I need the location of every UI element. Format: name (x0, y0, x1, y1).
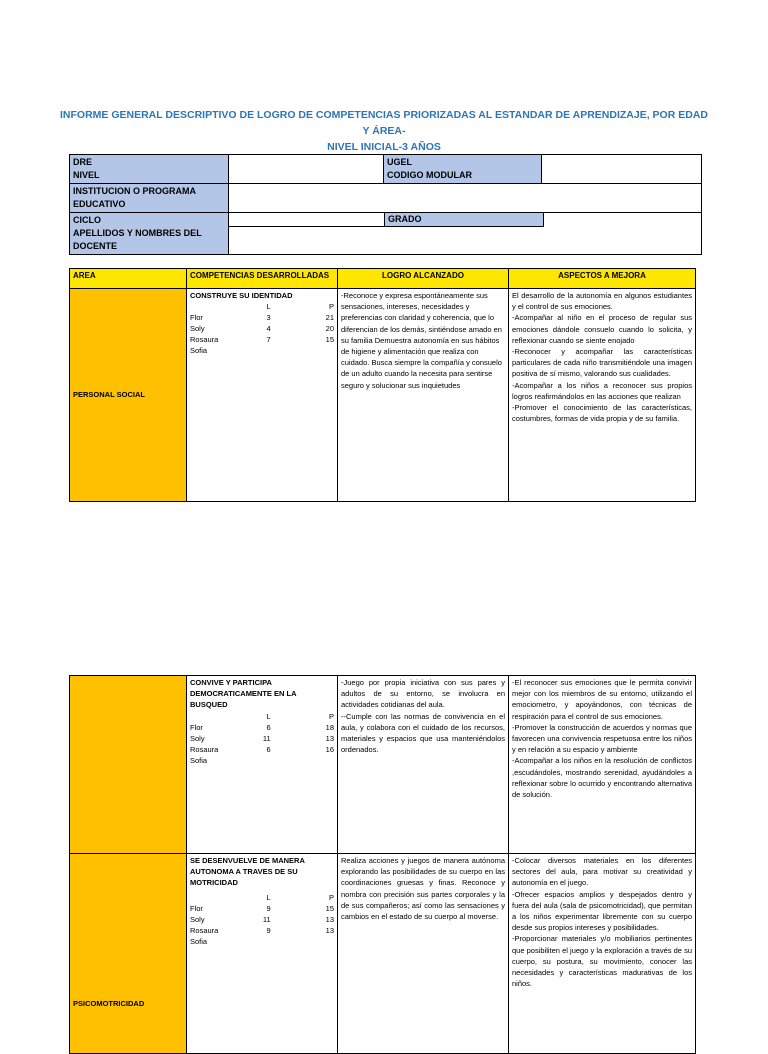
aspectos-cell (509, 676, 696, 854)
aspecto-item: -Reconocer y acompañar las características particulares de cada niño transmitiéndole una imagen positiva de sí mismo, valorando sus cualidades. (512, 347, 692, 379)
ugel-codigo-value[interactable] (542, 155, 702, 184)
report-title-line1: INFORME GENERAL DESCRIPTIVO DE LOGRO DE COMPETENCIAS PRIORIZADAS AL ESTANDAR DE APRENDIZAJE, POR EDAD Y ÁREA- (60, 109, 708, 137)
aspecto-item: -Ofrecer espacios amplios y despejados dentro y fuera del aula (sala de psicomotricidad), que permitan a los niños experimentar libremente con su cuerpo desde sus propios intereses y posibilidades. (512, 889, 692, 933)
nivel-label: NIVEL (73, 170, 100, 180)
report-title (60, 107, 708, 155)
ugel-label: UGEL (387, 157, 413, 167)
student-row: Flor 6 18 (190, 722, 334, 732)
aspecto-item: -El reconocer sus emociones que le permita convivir mejor con los miembros de su entorno, utilizando el emociometro, y apoyándonos, con técnicas de respiración para el control de sus emociones. (512, 678, 692, 721)
ciclo-docente-value (229, 213, 702, 255)
student-row: Flor 9 15 (190, 903, 334, 913)
area-psicomotricidad: PSICOMOTRICIDAD (70, 854, 187, 1054)
competencias-table-1 (69, 268, 696, 502)
logro-cell (338, 676, 509, 854)
area-personal-social: PERSONAL SOCIAL (70, 289, 187, 502)
col-area-header: AREA (70, 269, 187, 289)
score-header: L P (266, 711, 334, 721)
score-header: L P (266, 892, 334, 902)
aspectos-cell (509, 289, 696, 502)
ciclo-value[interactable] (229, 213, 385, 227)
student-row: Soly 11 13 (190, 733, 334, 743)
aspecto-item: -Proporcionar materiales y/o mobiliarios pertinentes que posibiliten el juego y la exploración a través de su cuerpo, su postura, su movimiento, conocer las necesidades y características madurativas de los niños. (512, 934, 692, 989)
report-title-line2: NIVEL INICIAL-3 AÑOS (327, 141, 441, 153)
score-header: L P (266, 302, 334, 312)
student-row: Sofia (190, 936, 208, 946)
col-logro-header: LOGRO ALCANZADO (338, 269, 509, 289)
aspecto-item: -Acompañar al niño en el proceso de regular sus emociones dándole consuelo cuando lo solicita, y reflexionar cuando se siente enojado (512, 313, 692, 345)
student-row: Soly 4 20 (190, 324, 334, 334)
institucion-value[interactable] (229, 184, 702, 213)
competence-cell (187, 289, 338, 502)
header-info-table (69, 154, 702, 255)
logro-cell (338, 289, 509, 502)
ciclo-docente-label (70, 213, 229, 255)
student-row: Flor 3 21 (190, 313, 334, 323)
aspecto-item: El desarrollo de la autonomía en algunos estudiantes y el control de sus emociones. (512, 291, 692, 312)
docente-label: APELLIDOS Y NOMBRES DEL DOCENTE (73, 228, 202, 251)
student-row: Rosaura 7 15 (190, 335, 334, 345)
aspecto-item: -Promover el conocimiento de las características, costumbres, formas de vida propia y de su familia. (512, 403, 692, 424)
student-row: Rosaura 9 13 (190, 925, 334, 935)
aspecto-item: -Acompañar a los niños en la resolución de conflictos ,escudándoles, mostrando serenidad, ayudándoles a reflexionar sobre lo ocurrido y encontrando alternativa de solución. (512, 756, 692, 800)
aspecto-item: -Colocar diversos materiales en los diferentes sectores del aula, para motivar su creatividad y autonomía en el juego. (512, 856, 692, 888)
student-row: Sofia (190, 755, 208, 765)
grado-label: GRADO (385, 213, 544, 227)
col-aspectos-header: ASPECTOS A MEJORA (509, 269, 696, 289)
logro-text: -Reconoce y expresa espontáneamente sus sensaciones, intereses, necesidades y preferencias con claridad y coherencia, que lo diferencian de los demás, sintiéndose amado en su familia Demuestra autonomía en sus hábitos de higiene y alimentación que realiza con cuidado. Busca siempre la compañía y consuelo de un adulto cuando la necesita para sentirse seguro y solucionar sus inquietudes (341, 291, 502, 390)
dre-nivel-label (70, 155, 229, 184)
student-row: Soly 11 13 (190, 914, 334, 924)
ciclo-label: CICLO (73, 215, 101, 225)
ugel-codigo-label (384, 155, 542, 184)
aspecto-item: -Promover la construcción de acuerdos y normas que favorecen una convivencia respetuosa entre los niños y en relación a su espacio y ambiente (512, 722, 692, 755)
competence-cell (187, 676, 338, 854)
col-competencias-header: COMPETENCIAS DESARROLLADAS (187, 269, 338, 289)
logro-item: -Juego por propia iniciativa con sus pares y adultos de su entorno, se involucra en actividades cotidianas del aula. (341, 678, 505, 710)
codigo-modular-label: CODIGO MODULAR (387, 170, 472, 180)
competence-title: CONSTRUYE SU IDENTIDAD (190, 291, 293, 300)
logro-text: Realiza acciones y juegos de manera autónoma explorando las posibilidades de su cuerpo en las coordinaciones gruesas y finas. Reconoce y nombra con precisión sus partes corporales y la de sus compañeros; así como las sensaciones y cambios en el estado de su cuerpo al moverse. (341, 856, 505, 922)
grado-value[interactable] (544, 213, 701, 227)
student-row: Sofia (190, 346, 208, 356)
student-row: Rosaura 6 16 (190, 744, 334, 754)
competencias-table-2 (69, 675, 696, 1054)
institucion-label: INSTITUCION O PROGRAMA EDUCATIVO (70, 184, 229, 213)
competence-title: SE DESENVUELVE DE MANERA AUTONOMA A TRAVES DE SU MOTRICIDAD (190, 856, 305, 888)
area-cell-empty (70, 676, 187, 854)
logro-item: --Cumple con las normas de convivencia en el aula, y colabora con el cuidado de los recursos, materiales y espacios que usa manteniéndolos ordenados. (341, 711, 505, 755)
dre-nivel-value[interactable] (229, 155, 384, 184)
dre-label: DRE (73, 157, 93, 167)
aspecto-item: -Acompañar a los niños a reconocer sus propios logros reafirmándolos en las acciones que realizan (512, 380, 692, 401)
competence-title: CONVIVE Y PARTICIPA DEMOCRATICAMENTE EN LA BUSQUED (190, 678, 297, 710)
